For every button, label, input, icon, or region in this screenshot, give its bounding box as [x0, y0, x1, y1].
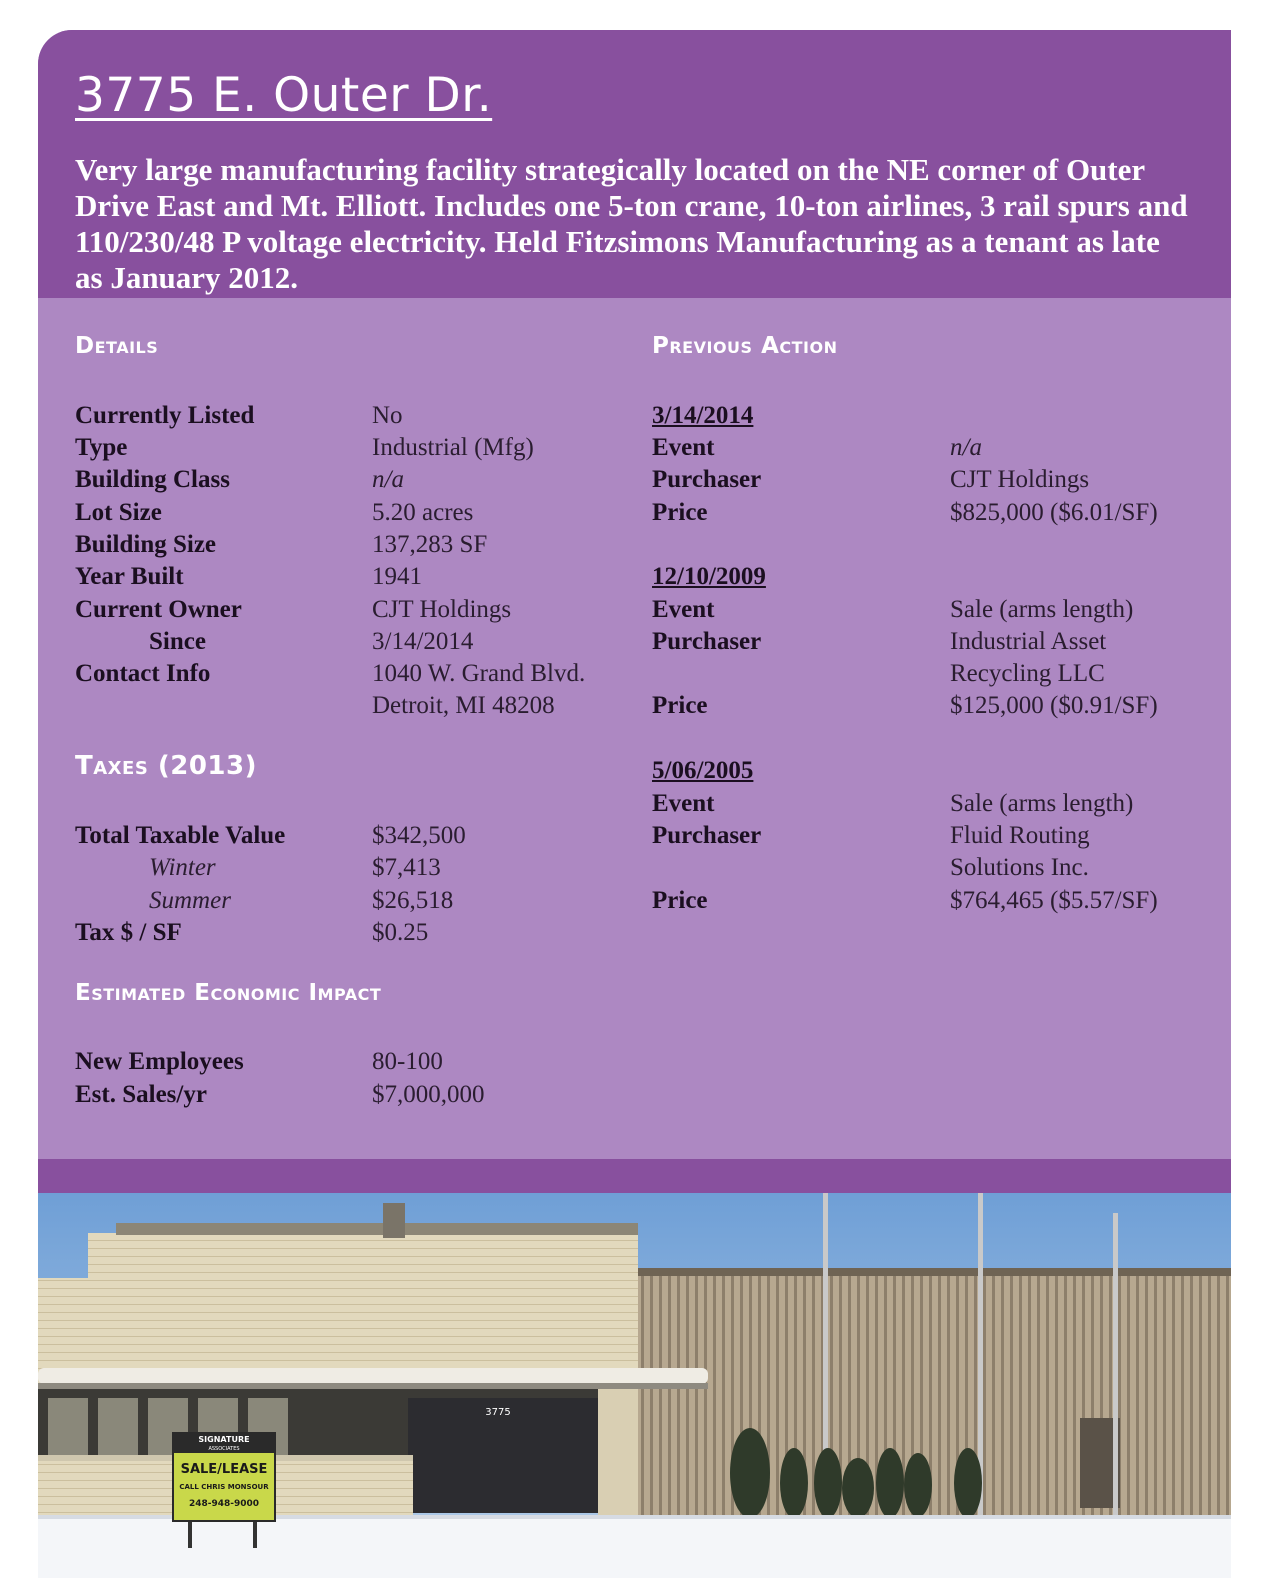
tax-label: Winter: [149, 854, 216, 881]
detail-value: 1040 W. Grand Blvd.: [372, 660, 586, 687]
detail-value: 137,283 SF: [372, 531, 488, 558]
detail-value: CJT Holdings: [372, 596, 512, 623]
tax-value: $7,413: [372, 854, 441, 881]
action-label: Event: [652, 790, 715, 817]
action-label: Price: [652, 887, 708, 914]
chimney: [383, 1203, 405, 1238]
svg-text:248-948-9000: 248-948-9000: [188, 1499, 260, 1509]
action-date: 3/14/2014: [652, 402, 754, 429]
previous-action-heading: Previous Action: [652, 333, 838, 359]
svg-text:SALE/LEASE: SALE/LEASE: [180, 1462, 268, 1477]
detail-label: Type: [75, 434, 128, 461]
detail-value: 5.20 acres: [372, 499, 474, 526]
taxes-heading: Taxes (2013): [75, 751, 257, 781]
svg-text:CALL CHRIS MONSOUR: CALL CHRIS MONSOUR: [179, 1483, 269, 1491]
impact-label: Est. Sales/yr: [75, 1081, 207, 1108]
action-value: Sale (arms length): [950, 790, 1134, 817]
action-value: $825,000 ($6.01/SF): [950, 499, 1158, 526]
property-description: Very large manufacturing facility strategically located on the NE corner of Outer Drive East and Mt. Elliott. Includes one 5-ton crane, 10-ton airlines, 3 rail spurs and 110/230/48 P voltage electricity. Held Fitzsimons Manufacturing as a tenant as late as January 2012.: [75, 152, 1188, 295]
impact-heading: Estimated Economic Impact: [75, 980, 382, 1006]
detail-label: Year Built: [75, 563, 184, 590]
snow-ground: [38, 1515, 1231, 1578]
action-value: Sale (arms length): [950, 596, 1134, 623]
detail-value: Industrial (Mfg): [372, 434, 534, 461]
action-label: Price: [652, 499, 708, 526]
header-band: [38, 30, 1231, 298]
canopy: [38, 1368, 708, 1384]
action-value: $125,000 ($0.91/SF): [950, 692, 1158, 719]
building-photo: [38, 1193, 1231, 1578]
flag-pole: [1113, 1213, 1118, 1523]
detail-label: Current Owner: [75, 596, 242, 623]
property-title: 3775 E. Outer Dr.: [75, 68, 493, 123]
action-value: Recycling LLC: [950, 660, 1105, 687]
svg-text:SIGNATURE: SIGNATURE: [198, 1435, 250, 1444]
action-value: Fluid Routing: [950, 822, 1090, 849]
details-heading: Details: [75, 333, 159, 359]
action-value: Industrial Asset: [950, 628, 1107, 655]
divider-band: [38, 1159, 1231, 1193]
tax-label: Summer: [149, 887, 231, 914]
action-date: 12/10/2009: [652, 563, 766, 590]
action-label: Event: [652, 434, 715, 461]
detail-value: n/a: [372, 466, 404, 493]
action-value: n/a: [950, 434, 982, 461]
detail-label: Currently Listed: [75, 402, 255, 429]
action-label: Price: [652, 692, 708, 719]
action-value: $764,465 ($5.57/SF): [950, 887, 1158, 914]
tax-value: $26,518: [372, 887, 454, 914]
detail-label: Since: [149, 628, 206, 655]
action-label: Purchaser: [652, 466, 762, 493]
detail-label: Contact Info: [75, 660, 211, 687]
tax-value: $342,500: [372, 822, 466, 849]
action-value: CJT Holdings: [950, 466, 1090, 493]
tax-value: $0.25: [372, 919, 429, 946]
action-value: Solutions Inc.: [950, 854, 1089, 881]
property-card: [38, 30, 1231, 1578]
detail-value: 3/14/2014: [372, 628, 474, 655]
svg-text:ASSOCIATES: ASSOCIATES: [208, 1446, 240, 1452]
detail-label: Lot Size: [75, 499, 162, 526]
detail-value: No: [372, 402, 403, 429]
detail-label: Building Class: [75, 466, 230, 493]
metal-building: [638, 1268, 1231, 1518]
impact-label: New Employees: [75, 1048, 244, 1075]
action-label: Event: [652, 596, 715, 623]
impact-value: 80-100: [372, 1048, 443, 1075]
action-date: 5/06/2005: [652, 757, 754, 784]
action-label: Purchaser: [652, 822, 762, 849]
address-plaque: 3775: [485, 1407, 511, 1418]
detail-label: Building Size: [75, 531, 217, 558]
impact-value: $7,000,000: [372, 1081, 485, 1108]
detail-value: 1941: [372, 563, 422, 590]
tax-label: Tax $ / SF: [75, 919, 182, 946]
tax-label: Total Taxable Value: [75, 822, 286, 849]
action-label: Purchaser: [652, 628, 762, 655]
detail-value: Detroit, MI 48208: [372, 692, 555, 719]
